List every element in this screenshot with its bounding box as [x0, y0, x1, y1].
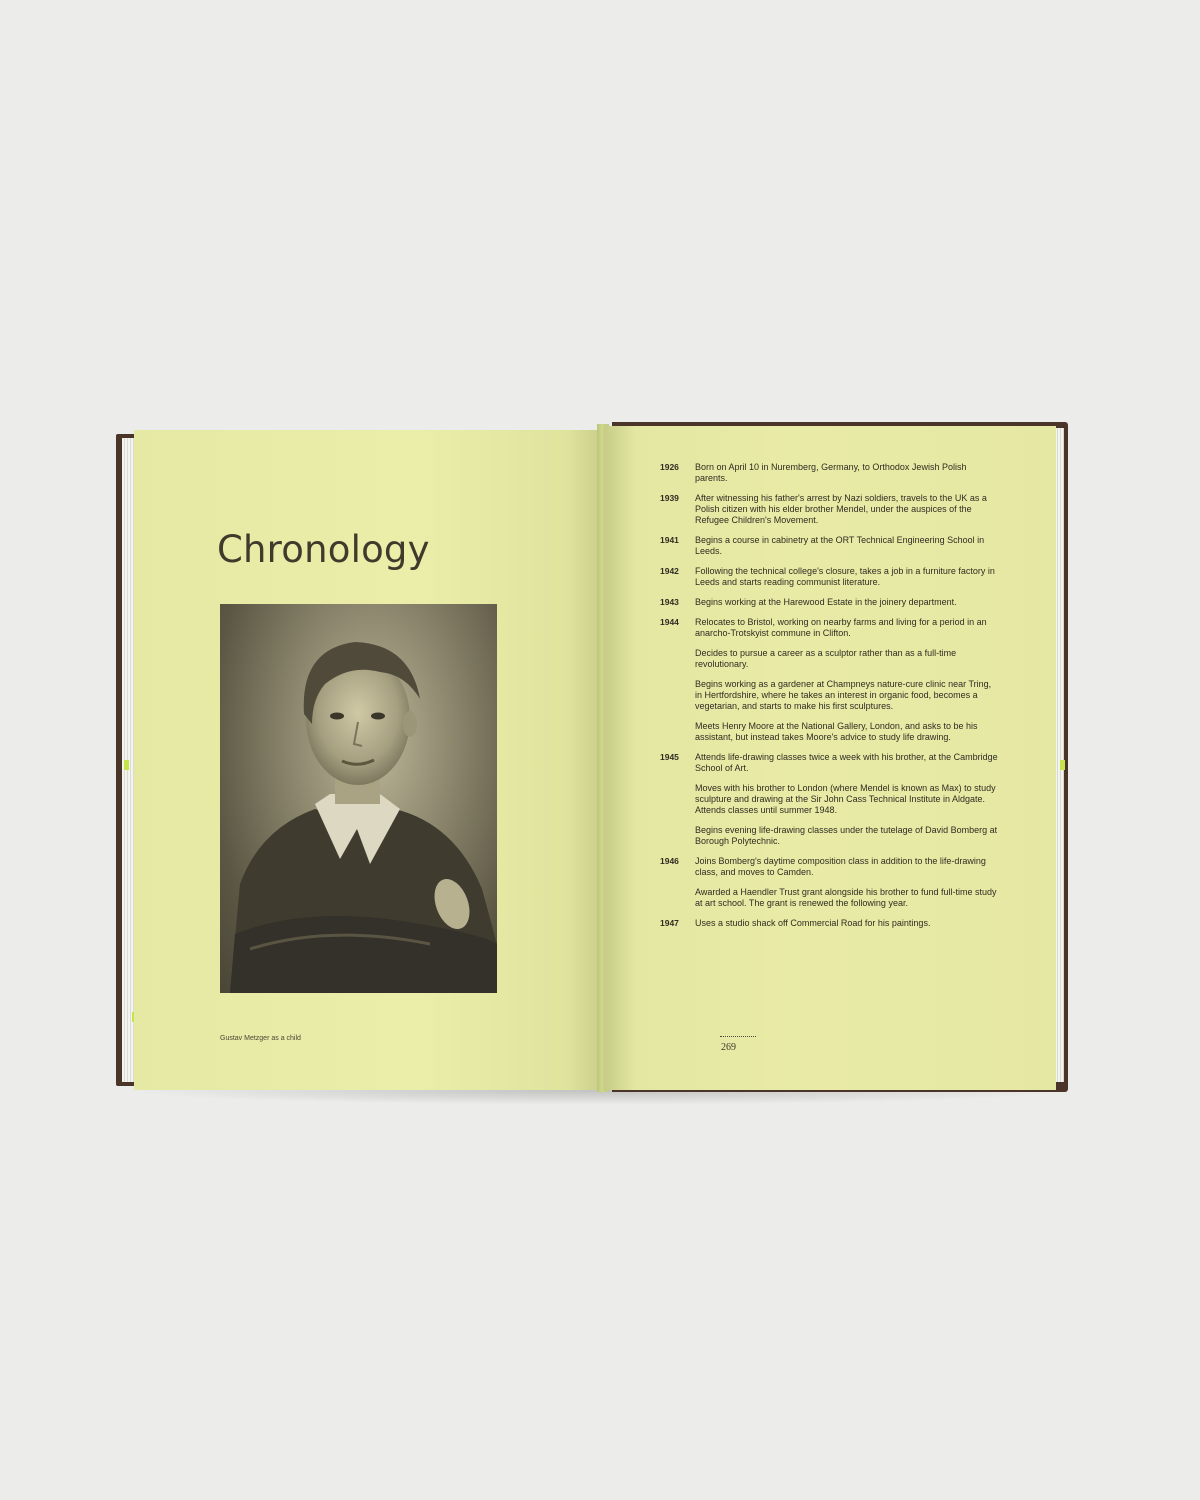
entry-year: 1926 [660, 462, 679, 472]
entry-text: Attends life-drawing classes twice a week with his brother, at the Cambridge School of Art. [695, 752, 998, 773]
entry-year: 1941 [660, 535, 679, 545]
page-number: 269 [721, 1042, 736, 1053]
chronology-entry [660, 752, 1000, 774]
chronology-entry [660, 493, 1000, 526]
entry-text: Moves with his brother to London (where Mendel is known as Max) to study sculpture and drawing at the Sir John Cass Technical Institute in Aldgate. Attends classes until summer 1948. [695, 783, 996, 815]
entry-year: 1947 [660, 918, 679, 928]
entry-year: 1944 [660, 617, 679, 627]
chronology-entry [660, 617, 1000, 639]
entry-year: 1945 [660, 752, 679, 762]
entry-year: 1942 [660, 566, 679, 576]
entry-text: After witnessing his father's arrest by Nazi soldiers, travels to the UK as a Polish citizen with his elder brother Mendel, under the auspices of the Refugee Children's Movement. [695, 493, 987, 525]
entry-year: 1939 [660, 493, 679, 503]
ribbon-marker [124, 760, 129, 770]
entry-text: Joins Bomberg's daytime composition class in addition to the life-drawing class, and moves to Camden. [695, 856, 986, 877]
entry-text: Begins a course in cabinetry at the ORT Technical Engineering School in Leeds. [695, 535, 985, 556]
entry-text: Begins working at the Harewood Estate in the joinery department. [695, 597, 957, 607]
chronology-entry [660, 856, 1000, 878]
chronology-entry [660, 566, 1000, 588]
entry-year: 1943 [660, 597, 679, 607]
entry-text: Begins working as a gardener at Champneys nature-cure clinic near Tring, in Hertfordshire, where he takes an interest in organic food, becomes a vegetarian, and starts to make his first sculptures. [695, 679, 992, 711]
page-number-rule [720, 1036, 756, 1037]
entry-text: Meets Henry Moore at the National Gallery, London, and asks to be his assistant, but instead takes Moore's advice to study life drawing. [695, 721, 978, 742]
entry-text: Awarded a Haendler Trust grant alongside his brother to fund full-time study at art school. The grant is renewed the following year. [695, 887, 997, 908]
photo-caption: Gustav Metzger as a child [220, 1035, 301, 1042]
entry-text: Relocates to Bristol, working on nearby farms and living for a period in an anarcho-Trotskyist commune in Clifton. [695, 617, 987, 638]
entry-text: Decides to pursue a career as a sculptor rather than as a full-time revolutionary. [695, 648, 957, 669]
chronology-entry [660, 825, 1000, 847]
chronology-entry [660, 887, 1000, 909]
chronology-entry [660, 462, 1000, 484]
entry-year: 1946 [660, 856, 679, 866]
chronology-entry [660, 679, 1000, 712]
portrait-photo-icon [220, 604, 497, 993]
chronology-entry [660, 783, 1000, 816]
entry-text: Uses a studio shack off Commercial Road for his paintings. [695, 918, 931, 928]
chronology-entry [660, 721, 1000, 743]
chronology-entry [660, 535, 1000, 557]
entry-text: Born on April 10 in Nuremberg, Germany, to Orthodox Jewish Polish parents. [695, 462, 967, 483]
chronology-entry [660, 918, 1000, 929]
chronology-entry [660, 597, 1000, 608]
chronology-entry [660, 648, 1000, 670]
page-title: Chronology [217, 528, 430, 571]
chronology-list [660, 462, 1000, 938]
entry-text: Following the technical college's closure, takes a job in a furniture factory in Leeds and starts reading communist literature. [695, 566, 995, 587]
entry-text: Begins evening life-drawing classes under the tutelage of David Bomberg at Borough Polytechnic. [695, 825, 998, 846]
ribbon-marker [1060, 760, 1065, 770]
